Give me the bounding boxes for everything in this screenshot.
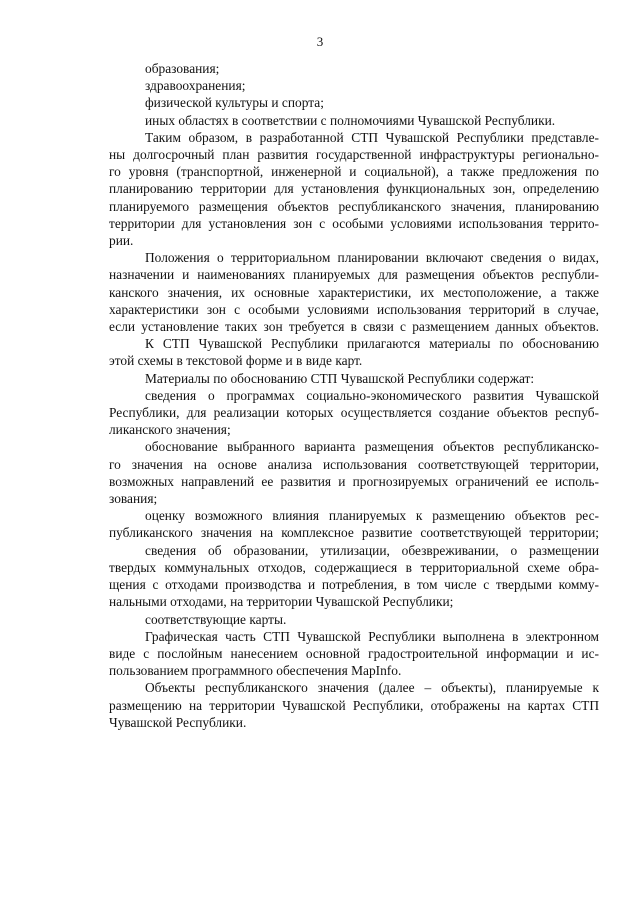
text-line: ликанского значения;	[109, 422, 231, 438]
text-line: здравоохранения;	[145, 78, 246, 94]
text-line: физической культуры и спорта;	[145, 95, 324, 111]
text-line: Республики, для реализации которых осуществляется создание объектов респуб-	[109, 405, 599, 421]
text-line: щения с отходами производства и потребления, в том числе с твердыми комму-	[109, 577, 599, 593]
text-line: планированию территории для установления функциональных зон, определению	[109, 181, 599, 197]
text-line: ны долгосрочный план развития государственной инфраструктуры регионально-	[109, 147, 599, 163]
text-line: Графическая часть СТП Чувашской Республики выполнена в электронном	[145, 628, 599, 644]
text-line: возможных направлений ее развития и прогнозируемых ограничений ее исполь-	[109, 473, 599, 489]
text-line: Чувашской Республики.	[109, 714, 247, 730]
text-line: пользованием программного обеспечения MapInfo.	[109, 663, 402, 679]
text-line: зования;	[109, 491, 158, 507]
text-line: назначении и наименованиях планируемых для размещения объектов республи-	[109, 267, 599, 283]
text-line: канского значения, их основные характеристики, их местоположение, а также	[109, 284, 599, 300]
text-line: К СТП Чувашской Республики прилагаются материалы по обоснованию	[145, 336, 599, 352]
text-line: твердых коммунальных отходов, содержащиеся в территориальной схеме обра-	[109, 559, 599, 575]
text-line: образования;	[145, 61, 220, 76]
page-number: 3	[316, 34, 324, 49]
text-line: соответствующие карты.	[145, 611, 287, 627]
text-line: размещению на территории Чувашской Республики, отображены на картах СТП	[109, 697, 599, 713]
text-line: обоснование выбранного варианта размещения объектов республиканско-	[145, 439, 599, 455]
text-line: иных областях в соответствии с полномочиями Чувашской Республики.	[145, 112, 556, 128]
text-line: сведения об образовании, утилизации, обезвреживании, о размещении	[145, 542, 599, 558]
text-line: если установление таких зон требуется в связи с размещением данных объектов.	[109, 319, 599, 335]
text-line: го значения на основе анализа использования соответствующей территории,	[109, 456, 599, 472]
text-line: территории для установления зон с особыми условиями использования террито-	[109, 215, 599, 231]
text-line: Материалы по обоснованию СТП Чувашской Республики содержат:	[145, 370, 535, 386]
text-line: сведения о программах социально-экономического развития Чувашской	[145, 387, 599, 403]
text-line: виде с послойным нанесением основной градостроительной информации и ис-	[109, 645, 599, 661]
text-line: публиканского значения на комплексное развитие соответствующей территории;	[109, 525, 599, 541]
text-line: нальными отходами, на территории Чувашской Республики;	[109, 594, 454, 610]
text-line: планируемого размещения объектов республиканского значения, планированию	[109, 198, 599, 214]
text-line: Объекты республиканского значения (далее – объекты), планируемые к	[145, 680, 599, 696]
text-line: Таким образом, в разработанной СТП Чувашской Республики представле-	[145, 129, 599, 145]
text-line: этой схемы в текстовой форме и в виде карт.	[109, 353, 363, 369]
text-line: Положения о территориальном планировании включают сведения о видах,	[145, 250, 599, 266]
text-line: оценку возможного влияния планируемых к размещению объектов рес-	[145, 508, 599, 524]
text-line: рии.	[109, 233, 134, 249]
text-line: го уровня (транспортной, инженерной и социальной), а также предложения по	[109, 164, 599, 180]
text-line: характеристики зон с особыми условиями использования территорий в случае,	[109, 301, 599, 317]
document-body	[109, 60, 599, 731]
